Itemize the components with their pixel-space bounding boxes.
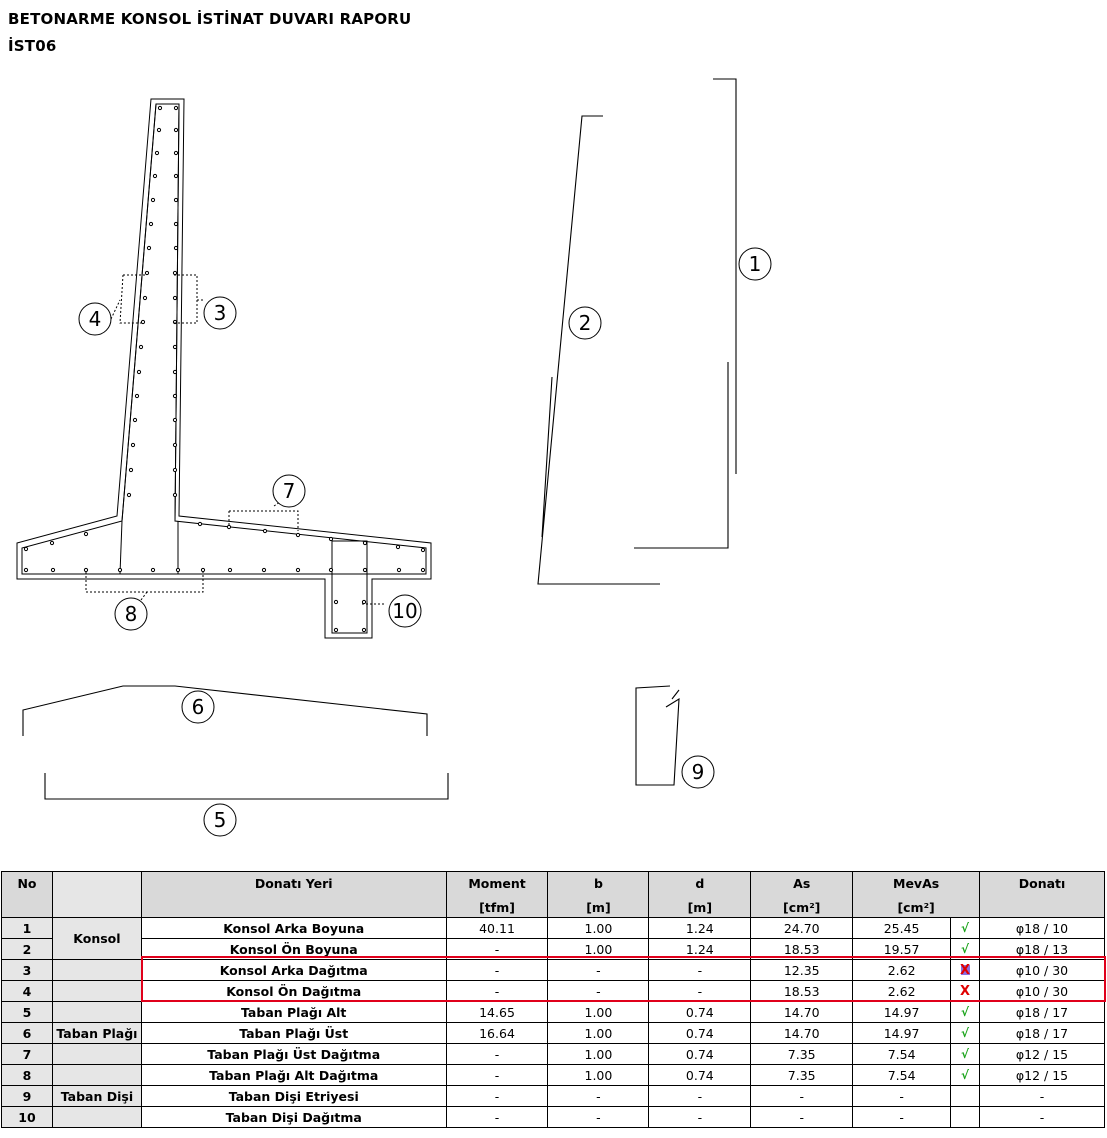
row-donati: φ12 / 15 xyxy=(980,1044,1105,1065)
unit-mevas: [cm²] xyxy=(853,897,980,918)
table-row xyxy=(2,939,1105,960)
row-no: 5 xyxy=(2,1002,53,1023)
report-subtitle: İST06 xyxy=(8,37,57,55)
table-row xyxy=(2,1065,1105,1086)
row-mevas: 25.45 xyxy=(853,918,951,939)
table-row xyxy=(2,1107,1105,1128)
row-moment: - xyxy=(446,1065,548,1086)
header-donati-yeri: Donatı Yeri xyxy=(141,872,446,898)
row-d: - xyxy=(649,960,751,981)
row-location: Konsol Arka Dağıtma xyxy=(141,960,446,981)
row-moment: - xyxy=(446,1086,548,1107)
row-location: Taban Plağı Alt xyxy=(141,1002,446,1023)
row-mevas: 19.57 xyxy=(853,939,951,960)
header-moment: Moment xyxy=(446,872,548,898)
row-location: Taban Plağı Üst Dağıtma xyxy=(141,1044,446,1065)
unit-as: [cm²] xyxy=(751,897,853,918)
table-row xyxy=(2,960,1105,981)
label-3: 3 xyxy=(213,301,227,325)
table-row xyxy=(2,1044,1105,1065)
row-check xyxy=(951,1107,980,1128)
row-location: Konsol Ön Dağıtma xyxy=(141,981,446,1002)
row-as: 14.70 xyxy=(751,1023,853,1044)
check-fail-icon: X xyxy=(951,981,980,1002)
row-as: 18.53 xyxy=(751,981,853,1002)
label-10: 10 xyxy=(392,599,418,623)
bar-2 xyxy=(538,116,660,584)
row-d: 1.24 xyxy=(649,918,751,939)
row-d: 0.74 xyxy=(649,1023,751,1044)
row-mevas: 14.97 xyxy=(853,1002,951,1023)
row-b: 1.00 xyxy=(548,1002,649,1023)
row-as: 14.70 xyxy=(751,1002,853,1023)
row-as: - xyxy=(751,1107,853,1128)
row-d: 0.74 xyxy=(649,1065,751,1086)
header-b: b xyxy=(548,872,649,898)
row-as: 7.35 xyxy=(751,1044,853,1065)
reinforcement-table xyxy=(1,871,1105,1128)
row-mevas: - xyxy=(853,1107,951,1128)
row-moment: - xyxy=(446,981,548,1002)
header-d: d xyxy=(649,872,751,898)
row-no: 1 xyxy=(2,918,53,939)
row-location: Taban Dişi Dağıtma xyxy=(141,1107,446,1128)
table-row xyxy=(2,918,1105,939)
label-4: 4 xyxy=(88,307,102,331)
bar-6 xyxy=(23,686,427,736)
row-b: 1.00 xyxy=(548,1023,649,1044)
header-group xyxy=(52,872,141,898)
group-taban-disi: Taban Dişi xyxy=(52,1086,141,1107)
row-location: Konsol Ön Boyuna xyxy=(141,939,446,960)
table-row xyxy=(2,981,1105,1002)
row-moment: - xyxy=(446,1044,548,1065)
check-ok-icon: √ xyxy=(951,939,980,960)
check-ok-icon: √ xyxy=(951,1023,980,1044)
row-no: 4 xyxy=(2,981,53,1002)
row-mevas: 2.62 xyxy=(853,981,951,1002)
row-d: 0.74 xyxy=(649,1044,751,1065)
row-mevas: 14.97 xyxy=(853,1023,951,1044)
row-moment: 14.65 xyxy=(446,1002,548,1023)
row-b: - xyxy=(548,981,649,1002)
header-donati: Donatı xyxy=(980,872,1105,898)
bar-5 xyxy=(45,773,448,799)
row-donati: φ18 / 13 xyxy=(980,939,1105,960)
row-donati: φ18 / 17 xyxy=(980,1023,1105,1044)
check-ok-icon: √ xyxy=(951,1044,980,1065)
table-row xyxy=(2,1002,1105,1023)
unit-d: [m] xyxy=(649,897,751,918)
row-b: - xyxy=(548,960,649,981)
row-no: 2 xyxy=(2,939,53,960)
row-moment: - xyxy=(446,939,548,960)
row-donati: φ18 / 17 xyxy=(980,1002,1105,1023)
row-mevas: 7.54 xyxy=(853,1065,951,1086)
row-location: Taban Plağı Üst xyxy=(141,1023,446,1044)
unit-moment: [tfm] xyxy=(446,897,548,918)
header-mevas: MevAs xyxy=(853,872,980,898)
row-donati: - xyxy=(980,1086,1105,1107)
label-8: 8 xyxy=(124,602,138,626)
row-b: - xyxy=(548,1086,649,1107)
row-d: 1.24 xyxy=(649,939,751,960)
check-fail-icon: X xyxy=(951,960,980,981)
row-no: 3 xyxy=(2,960,53,981)
row-d: - xyxy=(649,1086,751,1107)
unit-b: [m] xyxy=(548,897,649,918)
row-d: 0.74 xyxy=(649,1002,751,1023)
table-row xyxy=(2,1086,1105,1107)
bar-1 xyxy=(634,79,736,548)
row-as: 18.53 xyxy=(751,939,853,960)
wall-reinforcement-drawing xyxy=(0,70,1107,865)
check-ok-icon: √ xyxy=(951,918,980,939)
row-as: 7.35 xyxy=(751,1065,853,1086)
bar-9 xyxy=(636,686,679,785)
row-b: 1.00 xyxy=(548,1065,649,1086)
row-as: - xyxy=(751,1086,853,1107)
label-1: 1 xyxy=(748,252,762,276)
row-d: - xyxy=(649,1107,751,1128)
row-donati: φ10 / 30 xyxy=(980,960,1105,981)
label-7: 7 xyxy=(282,479,296,503)
row-donati: φ10 / 30 xyxy=(980,981,1105,1002)
row-moment: - xyxy=(446,1107,548,1128)
group-taban-plagi: Taban Plağı xyxy=(52,1023,141,1044)
row-mevas: 2.62 xyxy=(853,960,951,981)
row-check xyxy=(951,1086,980,1107)
row-location: Taban Dişi Etriyesi xyxy=(141,1086,446,1107)
row-location: Konsol Arka Boyuna xyxy=(141,918,446,939)
row-no: 6 xyxy=(2,1023,53,1044)
group-konsol: Konsol xyxy=(52,918,141,960)
row-moment: - xyxy=(446,960,548,981)
row-as: 24.70 xyxy=(751,918,853,939)
row-no: 8 xyxy=(2,1065,53,1086)
row-mevas: 7.54 xyxy=(853,1044,951,1065)
check-ok-icon: √ xyxy=(951,1002,980,1023)
row-donati: φ12 / 15 xyxy=(980,1065,1105,1086)
row-no: 7 xyxy=(2,1044,53,1065)
table-row xyxy=(2,1023,1105,1044)
row-d: - xyxy=(649,981,751,1002)
row-no: 9 xyxy=(2,1086,53,1107)
row-b: 1.00 xyxy=(548,939,649,960)
label-5: 5 xyxy=(213,808,227,832)
row-location: Taban Plağı Alt Dağıtma xyxy=(141,1065,446,1086)
label-2: 2 xyxy=(578,311,592,335)
row-as: 12.35 xyxy=(751,960,853,981)
header-no: No xyxy=(2,872,53,898)
check-ok-icon: √ xyxy=(951,1065,980,1086)
row-moment: 40.11 xyxy=(446,918,548,939)
label-6: 6 xyxy=(191,695,205,719)
row-donati: φ18 / 10 xyxy=(980,918,1105,939)
row-no: 10 xyxy=(2,1107,53,1128)
row-mevas: - xyxy=(853,1086,951,1107)
row-b: 1.00 xyxy=(548,918,649,939)
row-b: - xyxy=(548,1107,649,1128)
row-b: 1.00 xyxy=(548,1044,649,1065)
row-moment: 16.64 xyxy=(446,1023,548,1044)
header-as: As xyxy=(751,872,853,898)
label-9: 9 xyxy=(691,760,705,784)
report-title: BETONARME KONSOL İSTİNAT DUVARI RAPORU xyxy=(8,10,412,28)
row-donati: - xyxy=(980,1107,1105,1128)
